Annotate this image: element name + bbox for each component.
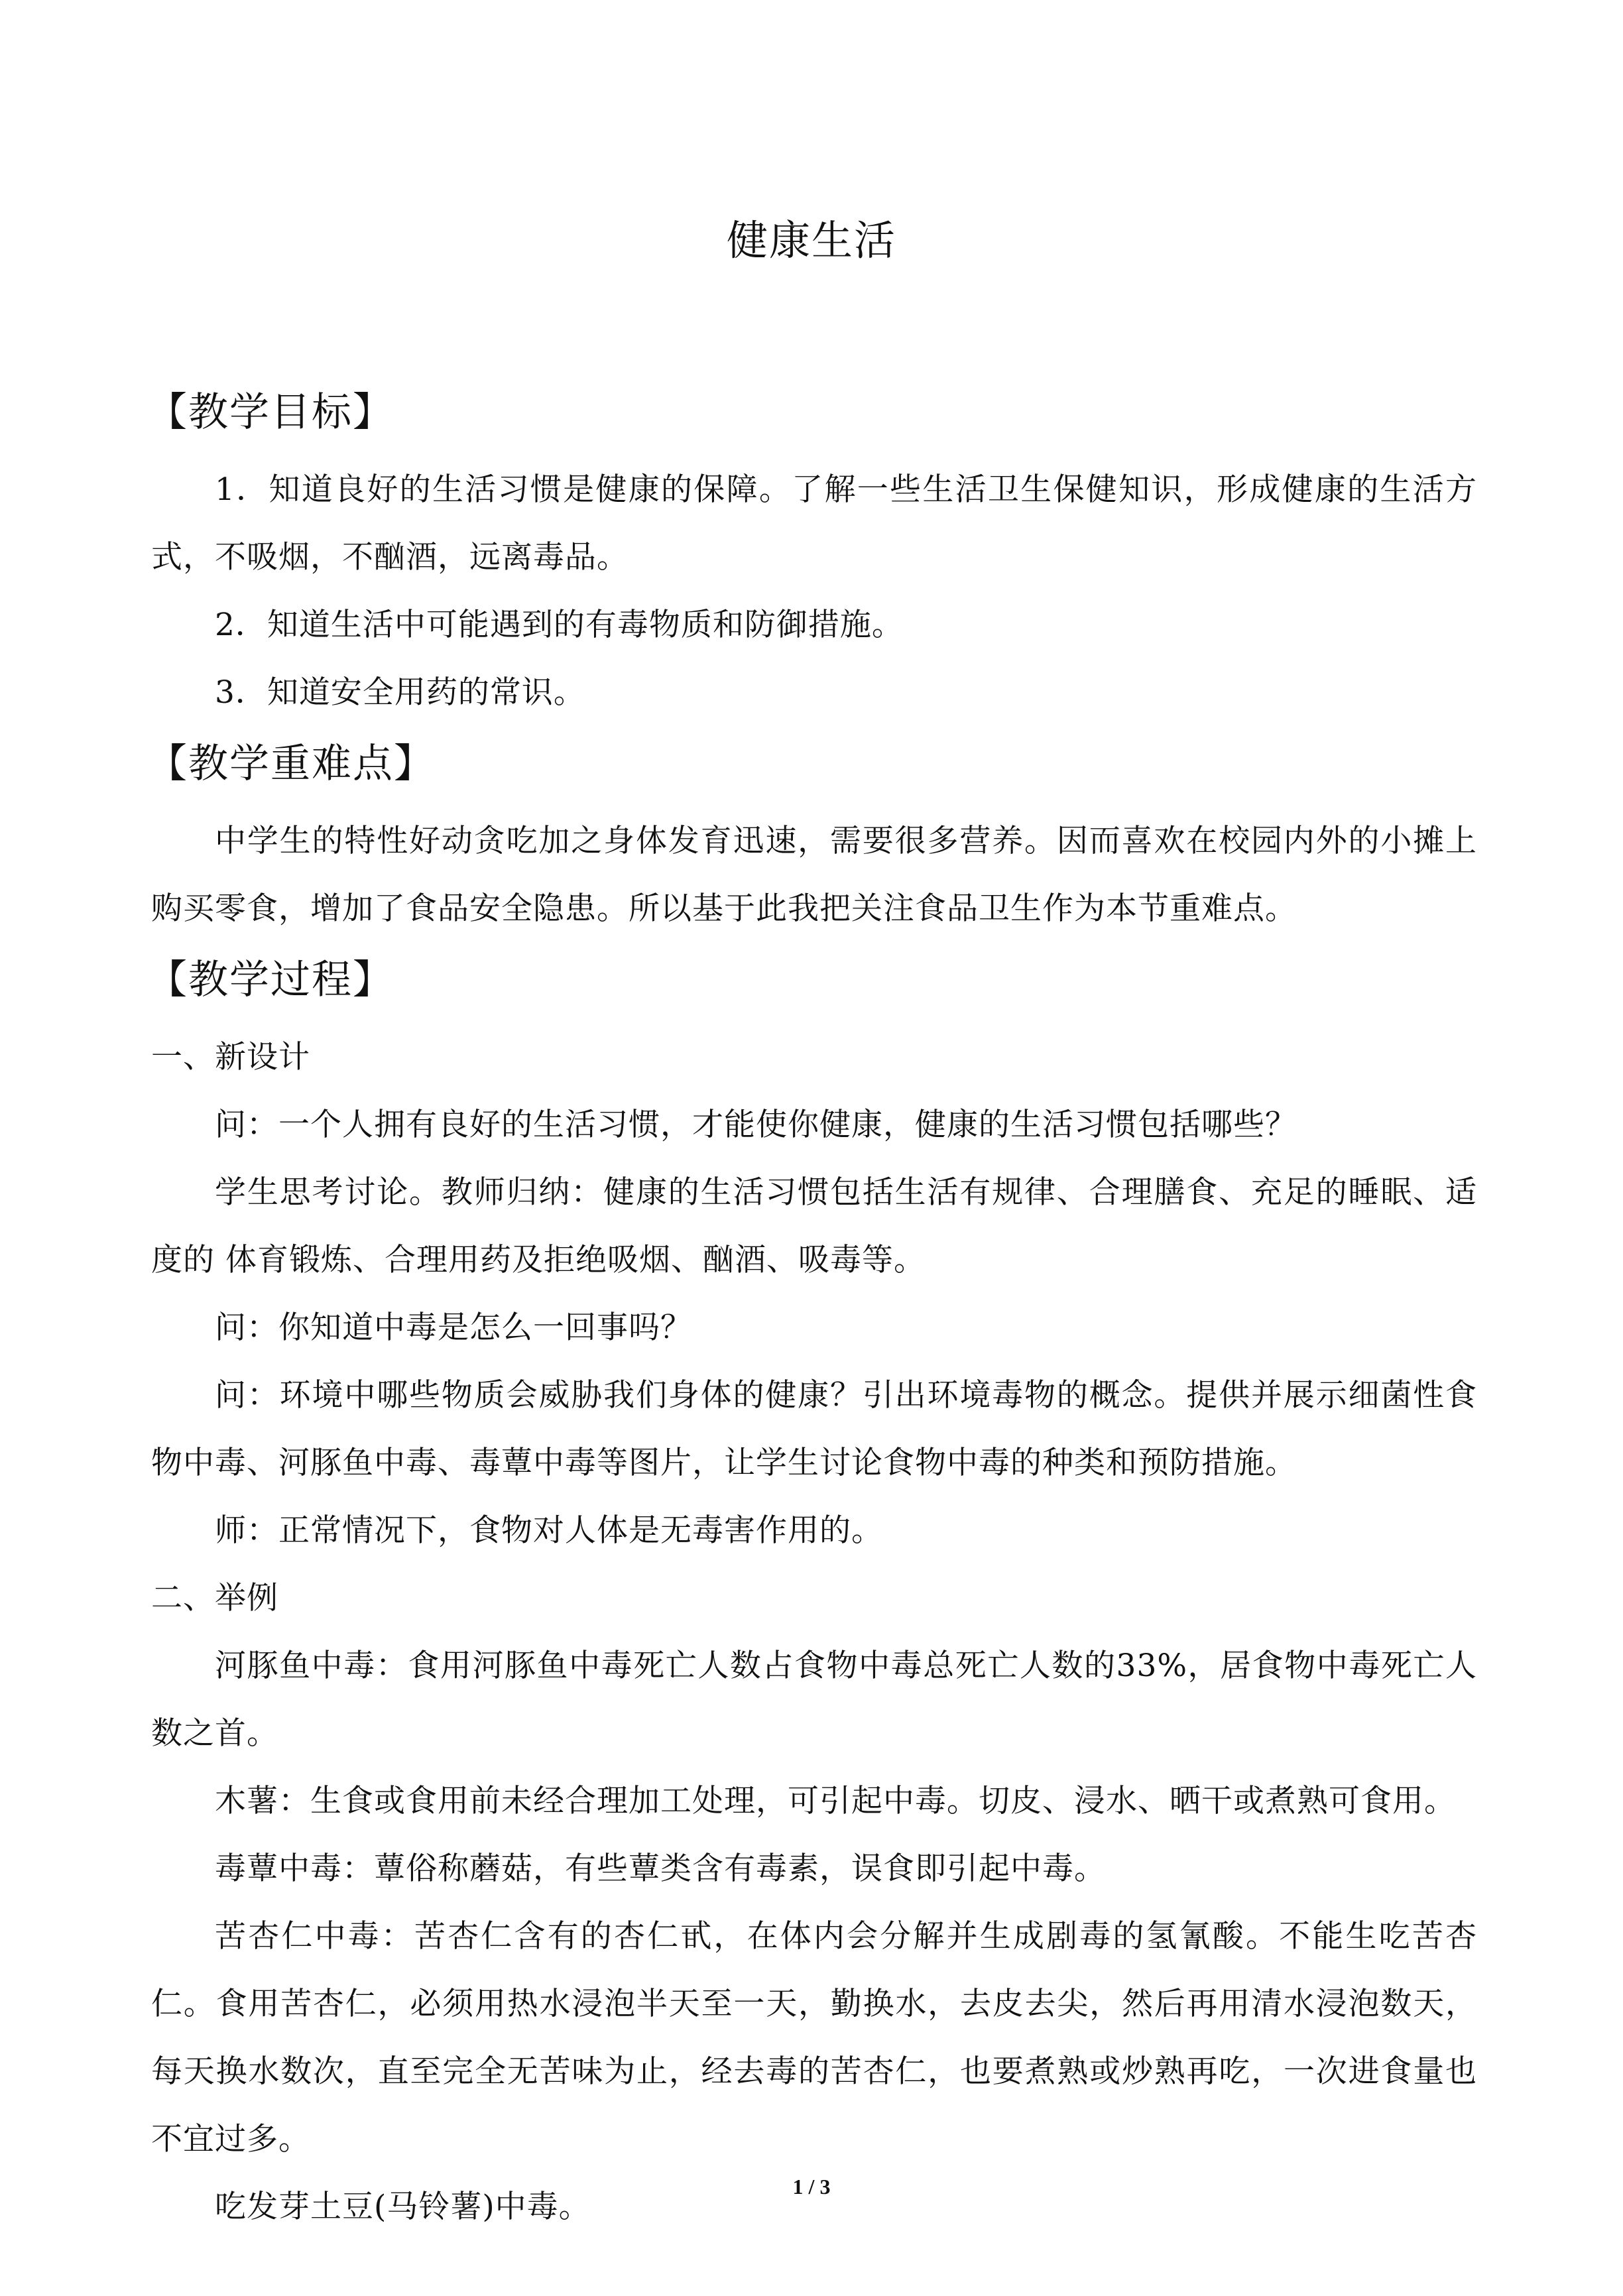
paragraph: 3．知道安全用药的常识。 — [215, 674, 585, 711]
section-teaching-process — [147, 943, 1477, 2241]
section-heading: 【教学目标】 — [147, 389, 394, 436]
paragraph: 学生思考讨论。教师归纳：健康的生活习惯包括生活有规律、合理膳食、充足的睡眠、适度的 体育锻炼、合理用药及拒绝吸烟、酗酒、吸毒等。 — [151, 1174, 1477, 1278]
subsection-new-design — [151, 1024, 1477, 1565]
page-number: 1 / 3 — [792, 2175, 831, 2199]
paragraph: 1．知道良好的生活习惯是健康的保障。了解一些生活卫生保健知识，形成健康的生活方式，不吸烟，不酗酒，远离毒品。 — [151, 471, 1477, 575]
paragraph: 问：环境中哪些物质会威胁我们身体的健康？引出环境毒物的概念。提供并展示细菌性食物中毒、河豚鱼中毒、毒蕈中毒等图片，让学生讨论食物中毒的种类和预防措施。 — [151, 1377, 1477, 1481]
subsection-heading: 一、新设计 — [151, 1039, 310, 1075]
paragraph: 问：你知道中毒是怎么一回事吗？ — [215, 1309, 692, 1346]
paragraph: 毒蕈中毒：蕈俗称蘑菇，有些蕈类含有毒素，误食即引起中毒。 — [215, 1850, 1106, 1887]
paragraph: 吃发芽土豆(马铃薯)中毒。 — [215, 2189, 591, 2225]
paragraph: 问：一个人拥有良好的生活习惯，才能使你健康，健康的生活习惯包括哪些？ — [215, 1107, 1297, 1143]
section-heading: 【教学过程】 — [147, 957, 394, 1003]
paragraph: 苦杏仁中毒：苦杏仁含有的杏仁甙，在体内会分解并生成剧毒的氢氰酸。不能生吃苦杏仁。食用苦杏仁，必须用热水浸泡半天至一天，勤换水，去皮去尖，然后再用清水浸泡数天，每天换水数次，直至完全无苦味为止，经去毒的苦杏仁，也要煮熟或炒熟再吃，一次进食量也不宜过多。 — [151, 1918, 1477, 2157]
paragraph: 中学生的特性好动贪吃加之身体发育迅速，需要很多营养。因而喜欢在校园内外的小摊上购买零食，增加了食品安全隐患。所以基于此我把关注食品卫生作为本节重难点。 — [151, 823, 1477, 927]
document-body — [147, 375, 1477, 2241]
section-key-points — [147, 727, 1477, 943]
paragraph: 木薯：生食或食用前未经合理加工处理，可引起中毒。切皮、浸水、晒干或煮熟可食用。 — [215, 1783, 1456, 1819]
subsection-examples — [151, 1565, 1477, 2241]
paragraph: 河豚鱼中毒：食用河豚鱼中毒死亡人数占食物中毒总死亡人数的33%，居食物中毒死亡人数之首。 — [151, 1648, 1477, 1752]
section-heading: 【教学重难点】 — [147, 741, 435, 787]
paragraph: 2．知道生活中可能遇到的有毒物质和防御措施。 — [215, 607, 904, 643]
subsection-heading: 二、举例 — [151, 1580, 278, 1616]
document-title: 健康生活 — [726, 216, 896, 265]
section-teaching-objectives — [147, 375, 1477, 727]
paragraph: 师：正常情况下，食物对人体是无毒害作用的。 — [215, 1512, 883, 1549]
